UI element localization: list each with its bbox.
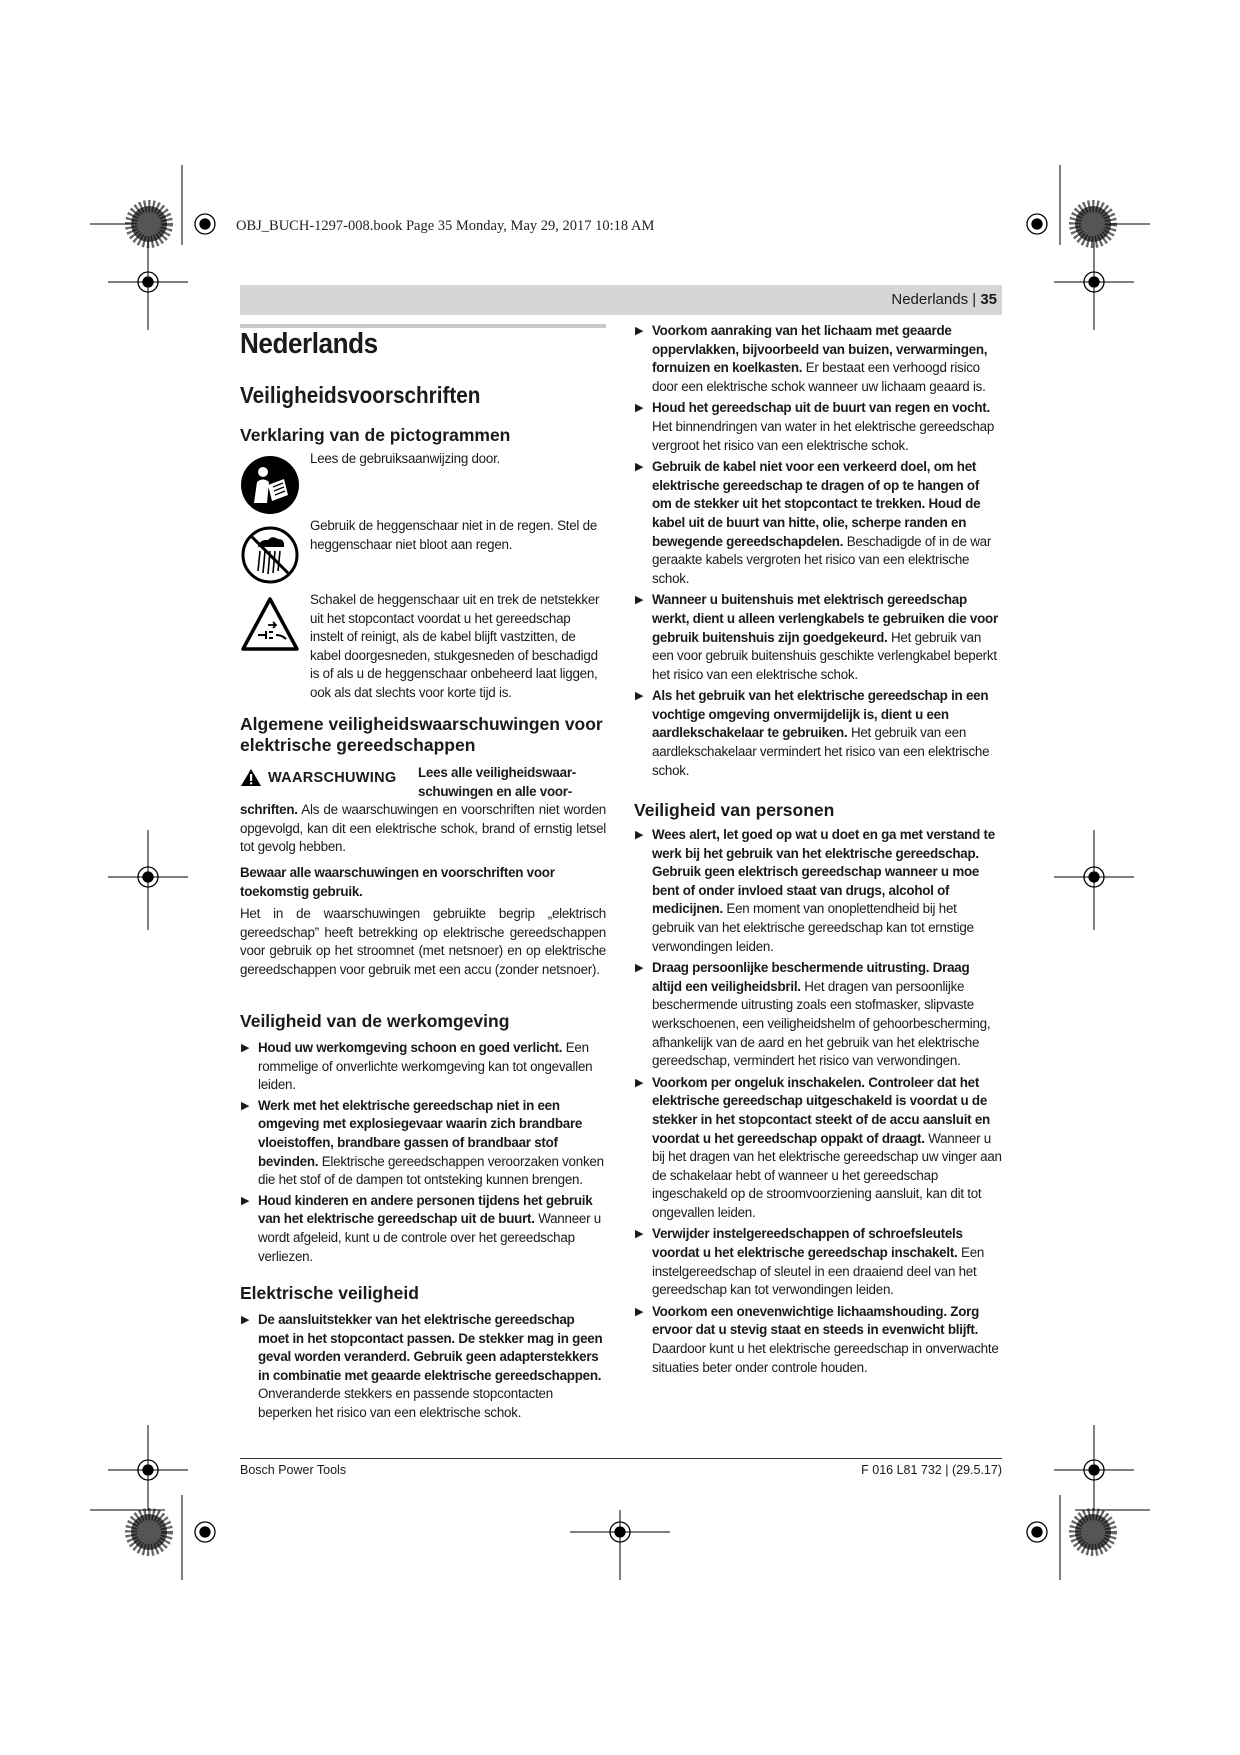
item-bold: Wees alert, let goed op wat u doet en ga met verstand te werk bij het gebruik van het elektrische gereedschap. Gebruik geen elektrisch gereedschap wanneer u moe bent of onder invloed staat van drugs, alcohol of medicijnen. <box>652 827 995 917</box>
electrical-list-left <box>240 1311 606 1423</box>
item-text: Een moment van onoplettendheid bij het gebruik van het elektrische gereedschap kan tot ernstige verwondingen leiden. <box>652 901 974 954</box>
list-item: ▶ Wees alert, let goed op wat u doet en ga met verstand te werk bij het gebruik van het elektrische gereedschap. Gebruik geen elektrisch gereedschap wanneer u moe bent of onder invloed staat van drugs, alcohol of medicijnen. Een moment van onoplettendheid bij het gebruik van het elektrische gereedschap kan tot ernstige verwondingen leiden. <box>635 827 995 954</box>
personal-list <box>634 826 1002 1377</box>
item-bold: Houd kinderen en andere personen tijdens het gebruik van het elektrische gereedschap uit de buurt. <box>258 1192 593 1227</box>
list-item: ▶ De aansluitstekker van het elektrische gereedschap moet in het stopcontact passen. De stekker mag in geen geval worden veranderd. Gebruik geen adapterstekkers in combinatie met geaarde elektrische gereedschappen. Onveranderde stekkers en passende stopcontacten beperken het risico van een elektrische schok. <box>241 1312 603 1420</box>
pictogram-text: Lees de gebruiksaanwijzing door. <box>310 451 501 466</box>
footer-brand: Bosch Power Tools <box>240 1463 347 1477</box>
pictogram-text: Schakel de heggenschaar uit en trek de netstekker uit het stopcontact voordat u het gereedschap instelt of reinigt, als de kabel blijft vastzitten, de kabel doorgesneden, stukgesneden of beschadigd is of als u de heggenschaar onbeheerd laat liggen, ook als dat slechts voor korte tijd is. <box>310 592 600 700</box>
list-item: ▶ Houd het gereedschap uit de buurt van regen en vocht. Het binnendringen van water in het elektrische gereedschap vergroot het risico van een elektrische schok. <box>635 400 995 453</box>
item-bold: Werk met het elektrische gereedschap niet in een omgeving met explosiegevaar waarin zich brandbare vloeistoffen, brandbare gassen of brandbaar stof bevinden. <box>258 1097 583 1169</box>
list-item: ▶ Als het gebruik van het elektrische gereedschap in een vochtige omgeving onvermijdelijk is, dient u een aardlekschakelaar te gebruiken. Het gebruik van een aardlekschakelaar vermindert het risico van een elektrische schok. <box>635 688 990 778</box>
warning-text: Als de waarschuwingen en voorschriften niet worden opgevolgd, kan dit een elektrische schok, brand of ernstig letsel tot gevolg hebben. <box>240 802 606 855</box>
item-text: Er bestaat een verhoogd risico door een elektrische schok wanneer uw lichaam geaard is. <box>652 360 986 394</box>
page-title: Nederlands <box>240 328 378 360</box>
list-item: ▶ Gebruik de kabel niet voor een verkeerd doel, om het elektrische gereedschap te dragen of op te hangen of om de stekker uit het stopcontact te trekken. Houd de kabel uit de buurt van hitte, olie, scherpe randen en bewegende gereedschapdelen. Beschadigde of in de war geraakte kabels vergroten het risico van een elektrische schok. <box>635 459 992 586</box>
item-text: Het gebruik van een aardlekschakelaar vermindert het risico van een elektrische schok. <box>652 725 990 778</box>
list-item: ▶ Voorkom aanraking van het lichaam met geaarde oppervlakken, bijvoorbeeld van buizen, verwarmingen, fornuizen en koelkasten. Er bestaat een verhoogd risico door een elektrische schok wanneer uw lichaam geaard is. <box>635 323 988 394</box>
unplug-warning-icon <box>240 595 300 655</box>
footer-docref: F 016 L81 732 | (29.5.17) <box>861 1463 1002 1477</box>
section-heading: Veiligheidsvoorschriften <box>240 382 481 408</box>
running-header: Nederlands | 35 <box>891 291 997 308</box>
list-item: ▶ Wanneer u buitenshuis met elektrisch gereedschap werkt, dient u alleen verlengkabels te gebruiken die voor gebruik buitenshuis zijn goedgekeurd. Het gebruik van een voor gebruik buitenshuis geschikte verlengkabel beperkt het risico van een elektrische schok. <box>635 592 998 682</box>
read-manual-icon <box>240 455 300 515</box>
item-text: Het binnendringen van water in het elektrische gereedschap vergroot het risico van een elektrische schok. <box>652 418 995 453</box>
work-area-list <box>240 1039 606 1266</box>
warning-paragraph: schriften. Als de waarschuwingen en voorschriften niet worden opgevolgd, kan dit een elektrische schok, brand of ernstig letsel tot gevolg hebben. <box>240 802 606 855</box>
footer-rule <box>240 1458 1002 1459</box>
item-text: Het dragen van persoonlijke beschermende uitrusting zoals een stofmasker, slipvaste werkschoenen, een veiligheidshelm of gehoorbescherming, afhankelijk van de aard en het gebruik van het elektrische gereedschap, vermindert het risico van verwondingen. <box>652 978 991 1069</box>
print-slug: OBJ_BUCH-1297-008.book Page 35 Monday, May 29, 2017 10:18 AM <box>236 218 655 234</box>
list-item: ▶ Voorkom per ongeluk inschakelen. Controleer dat het elektrische gereedschap uitgeschakeld is voordat u de stekker in het stopcontact steekt of de accu aansluit en voordat u het gereedschap oppakt of draagt. Wanneer u bij het dragen van het elektrische gereedschap uw vinger aan de schakelaar hebt of wanneer u het gereedschap ingeschakeld op de stroomvoorziening aansluit, kan dit tot ongevallen leiden. <box>635 1074 1002 1220</box>
definition-text: Het in de waarschuwingen gebruikte begrip „elektrisch gereedschap” heeft betrekking op elektrische gereedschappen voor gebruik op het stroomnet (met netsnoer) en op elektrische gereedschappen voor gebruik met een accu (zonder netsnoer). <box>240 906 606 977</box>
item-bold: Voorkom een onevenwichtige lichaamshouding. Zorg ervoor dat u stevig staat en steeds in evenwicht blijft. <box>652 1303 980 1338</box>
item-bold: Draag persoonlijke beschermende uitrusting. Draag altijd een veiligheidsbril. <box>652 960 970 994</box>
list-item: ▶ Werk met het elektrische gereedschap niet in een omgeving met explosiegevaar waarin zich brandbare vloeistoffen, brandbare gassen of brandbaar stof bevinden. Elektrische gereedschappen veroorzaken vonken die het stof of de dampen tot ontsteking kunnen brengen. <box>241 1097 604 1188</box>
keep-notice: Bewaar alle waarschuwingen en voorschriften voor toekomstig gebruik. <box>240 865 555 899</box>
list-item: ▶ Houd uw werkomgeving schoon en goed verlicht. Een rommelige of onverlichte werkomgeving kan tot ongevallen leiden. <box>241 1040 593 1093</box>
item-bold: Als het gebruik van het elektrische gereedschap in een vochtige omgeving onvermijdelijk is, dient u een aardlekschakelaar te gebruiken. <box>652 688 989 741</box>
list-item: ▶ Voorkom een onevenwichtige lichaamshouding. Zorg ervoor dat u stevig staat en steeds in evenwicht blijft. Daardoor kunt u het elektrische gereedschap in onverwachte situaties beter onder controle houden. <box>635 1303 999 1375</box>
item-bold: Voorkom per ongeluk inschakelen. Controleer dat het elektrische gereedschap uitgeschakeld is voordat u de stekker in het stopcontact steekt of de accu aansluit en voordat u het gereedschap oppakt of draagt. <box>652 1074 990 1146</box>
header-bar <box>240 285 1002 315</box>
warning-badge <box>240 768 396 792</box>
item-text: Wanneer u bij het dragen van het elektrische gereedschap uw vinger aan de schakelaar hebt of wanneer u het gereedschap ingeschakeld op de stroomvoorziening aansluit, kan dit tot ongevallen leiden. <box>652 1130 1002 1220</box>
warning-label: WAARSCHUWING <box>268 769 397 786</box>
item-text: Onveranderde stekkers en passende stopcontacten beperken het risico van een elektrische schok. <box>258 1386 553 1420</box>
item-bold: De aansluitstekker van het elektrische gereedschap moet in het stopcontact passen. De stekker mag in geen geval worden veranderd. Gebruik geen adapterstekkers in combinatie met geaarde elektrische gereedschappen. <box>258 1312 603 1383</box>
item-bold: Voorkom aanraking van het lichaam met geaarde oppervlakken, bijvoorbeeld van buizen, verwarmingen, fornuizen en koelkasten. <box>652 323 988 376</box>
item-text: Elektrische gereedschappen veroorzaken vonken die het stof of de dampen tot ontsteking kunnen brengen. <box>258 1153 604 1188</box>
personal-heading: Veiligheid van personen <box>634 800 835 820</box>
warning-bold-head: Lees alle veiligheidswaar- schuwingen en alle voor- <box>418 765 576 799</box>
electrical-heading: Elektrische veiligheid <box>240 1283 419 1303</box>
item-text: Beschadigde of in de war geraakte kabels vergroten het risico van een elektrische schok. <box>652 533 992 586</box>
work-area-heading: Veiligheid van de werkomgeving <box>240 1011 510 1031</box>
page-number: 35 <box>980 291 997 308</box>
item-bold: Houd uw werkomgeving schoon en goed verlicht. <box>258 1040 563 1055</box>
item-bold: Wanneer u buitenshuis met elektrisch gereedschap werkt, dient u alleen verlengkabels te gebruiken die voor gebruik buitenshuis zijn goedgekeurd. <box>652 592 998 645</box>
picto-heading: Verklaring van de pictogrammen <box>240 425 511 445</box>
list-item: ▶ Verwijder instelgereedschappen of schroefsleutels voordat u het elektrische gereedschap inschakelt. Een instelgereedschap of sleutel in een draaiend deel van het gereedschap kan tot verwondingen leiden. <box>635 1226 985 1298</box>
no-rain-icon <box>240 525 300 585</box>
pictogram-text: Gebruik de heggenschaar niet in de regen. Stel de heggenschaar niet bloot aan regen. <box>310 518 598 552</box>
item-bold: Verwijder instelgereedschappen of schroefsleutels voordat u het elektrische gereedschap inschakelt. <box>652 1226 963 1261</box>
item-text: Een rommelige of onverlichte werkomgeving kan tot ongevallen leiden. <box>258 1040 593 1093</box>
item-text: Daardoor kunt u het elektrische gereedschap in onverwachte situaties beter onder controle houden. <box>652 1341 999 1375</box>
item-text: Een instelgereedschap of sleutel in een draaiend deel van het gereedschap kan tot verwondingen leiden. <box>652 1245 985 1298</box>
list-item: ▶ Houd kinderen en andere personen tijdens het gebruik van het elektrische gereedschap uit de buurt. Wanneer u wordt afgeleid, kunt u de controle over het gereedschap verliezen. <box>241 1192 601 1264</box>
warning-icon <box>240 768 262 787</box>
header-language: Nederlands <box>891 291 969 308</box>
electrical-list-right <box>634 322 1002 780</box>
general-heading: Algemene veiligheidswaarschuwingen voor elektrische gereedschappen <box>240 714 603 755</box>
list-item: ▶ Draag persoonlijke beschermende uitrusting. Draag altijd een veiligheidsbril. Het dragen van persoonlijke beschermende uitrusting zoals een stofmasker, slipvaste werkschoenen, een veiligheidshelm of gehoorbescherming, afhankelijk van de aard en het gebruik van het elektrische gereedschap, vermindert het risico van verwondingen. <box>635 960 991 1069</box>
item-bold: Houd het gereedschap uit de buurt van regen en vocht. <box>652 400 990 416</box>
item-text: Het gebruik van een voor gebruik buitenshuis geschikte verlengkabel beperkt het risico van een elektrische schok. <box>652 629 997 682</box>
item-bold: Gebruik de kabel niet voor een verkeerd doel, om het elektrische gereedschap te dragen of op te hangen of om de stekker uit het stopcontact te trekken. Houd de kabel uit de buurt van hitte, olie, scherpe randen en bewegende gereedschapdelen. <box>652 459 981 549</box>
item-text: Wanneer u wordt afgeleid, kunt u de controle over het gereedschap verliezen. <box>258 1211 601 1264</box>
